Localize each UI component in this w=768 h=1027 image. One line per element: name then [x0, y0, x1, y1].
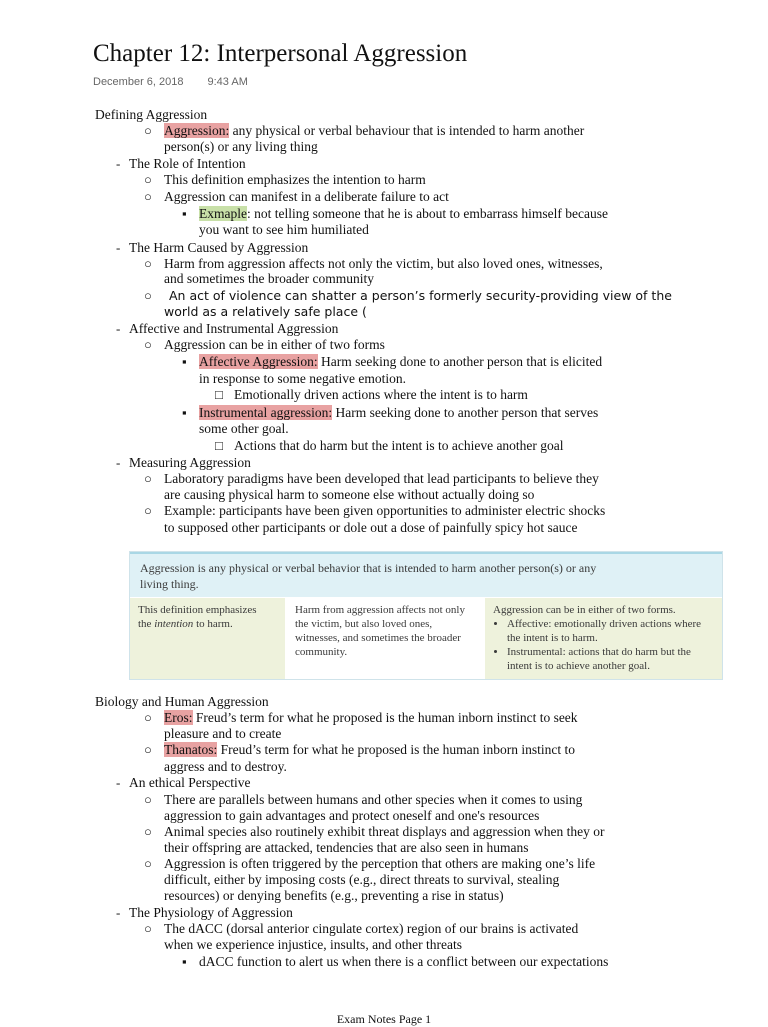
list-item: Affective Aggression: Harm seeking done to another person that is elicited	[199, 354, 603, 369]
summary-cell-harm: Harm from aggression affects not only the victim, but also loved ones, witnesses, and sometimes the broader community.	[287, 598, 483, 679]
circle-bullet: ○	[144, 189, 152, 204]
list-item: Animal species also routinely exhibit threat displays and aggression when they or	[164, 824, 605, 839]
list-item-continuation: some other goal.	[199, 421, 289, 436]
square-bullet: ▪	[182, 354, 187, 369]
list-item: Eros: Freud’s term for what he proposed is the human inborn instinct to seek	[164, 710, 578, 725]
circle-bullet: ○	[144, 123, 152, 138]
list-item-continuation: difficult, either by imposing costs (e.g., direct threats to survival, stealing	[164, 872, 560, 887]
subheading: The Physiology of Aggression	[129, 905, 293, 920]
subheading: The Role of Intention	[129, 156, 246, 171]
summary-cell-forms: Aggression can be in either of two forms. • Affective: emotionally driven actions where the intent is to harm. • Instrumental: actions that do harm but the intent is to achieve another goal.	[485, 598, 722, 679]
list-item: Aggression is often triggered by the perception that others are making one’s life	[164, 856, 596, 871]
list-item: The dACC (dorsal anterior cingulate cortex) region of our brains is activated	[164, 921, 579, 936]
list-item: This definition emphasizes the intention to harm	[164, 172, 426, 187]
list-item: Aggression: any physical or verbal behaviour that is intended to harm another	[164, 123, 585, 138]
list-item: • Affective: emotionally driven actions where the intent is to harm.	[507, 617, 714, 645]
list-item-continuation: to supposed other participants or dole out a dose of painfully spicy hot sauce	[164, 520, 578, 535]
list-item-continuation: in response to some negative emotion.	[199, 371, 406, 386]
list-item-continuation: person(s) or any living thing	[164, 139, 318, 154]
list-item: Thanatos: Freud’s term for what he proposed is the human inborn instinct to	[164, 742, 575, 757]
list-item: Exmaple: not telling someone that he is about to embarrass himself because	[199, 206, 609, 221]
list-item-continuation: their offspring are attacked, tendencies that are also seen in humans	[164, 840, 529, 855]
section-heading: Biology and Human Aggression	[95, 694, 269, 709]
list-item-continuation: are causing physical harm to someone else without actually doing so	[164, 487, 535, 502]
summary-table	[129, 551, 723, 680]
dash-bullet: -	[116, 321, 121, 336]
circle-bullet: ○	[144, 471, 152, 486]
list-item-continuation: world as a relatively safe place (	[164, 304, 367, 319]
summary-header: Aggression is any physical or verbal behavior that is intended to harm another person(s) or any living thing.	[130, 552, 722, 597]
dash-bullet: -	[116, 455, 121, 470]
highlighted-term: Thanatos:	[164, 742, 218, 757]
list-item-continuation: pleasure and to create	[164, 726, 282, 741]
highlighted-term: Exmaple	[199, 206, 247, 221]
square-bullet: ▪	[182, 405, 187, 420]
list-item: Emotionally driven actions where the intent is to harm	[234, 387, 528, 402]
page-title: Chapter 12: Interpersonal Aggression	[93, 40, 468, 67]
list-item: Harm from aggression affects not only the victim, but also loved ones, witnesses,	[164, 256, 603, 271]
list-item-continuation: aggress and to destroy.	[164, 759, 287, 774]
highlighted-term: Affective Aggression:	[199, 354, 318, 369]
circle-bullet: ○	[144, 337, 152, 352]
circle-bullet: ○	[144, 824, 152, 839]
box-bullet: □	[215, 387, 223, 402]
section-heading: Defining Aggression	[95, 107, 208, 122]
circle-bullet: ○	[144, 503, 152, 518]
box-bullet: □	[215, 438, 223, 453]
circle-bullet: ○	[144, 921, 152, 936]
list-item: An act of violence can shatter a person’s formerly security-providing view of the	[169, 288, 672, 303]
highlighted-term: Aggression:	[164, 123, 230, 138]
list-item-continuation: resources) or denying benefits (e.g., preventing a rise in status)	[164, 888, 504, 903]
dash-bullet: -	[116, 156, 121, 171]
dash-bullet: -	[116, 905, 121, 920]
dash-bullet: -	[116, 775, 121, 790]
list-item: Laboratory paradigms have been developed that lead participants to believe they	[164, 471, 599, 486]
circle-bullet: ○	[144, 856, 152, 871]
circle-bullet: ○	[144, 742, 152, 757]
summary-cell-intention: This definition emphasizes the intention to harm.	[130, 598, 285, 679]
list-item: Aggression can manifest in a deliberate failure to act	[164, 189, 449, 204]
square-bullet: ▪	[182, 954, 187, 969]
list-item: Actions that do harm but the intent is to achieve another goal	[234, 438, 564, 453]
subheading: An ethical Perspective	[129, 775, 251, 790]
list-item-continuation: when we experience injustice, insults, and other threats	[164, 937, 463, 952]
subheading: Affective and Instrumental Aggression	[129, 321, 339, 336]
list-item: There are parallels between humans and other species when it comes to using	[164, 792, 583, 807]
list-item-continuation: you want to see him humiliated	[199, 222, 369, 237]
list-item-continuation: aggression to gain advantages and protect oneself and one's resources	[164, 808, 540, 823]
list-item: Example: participants have been given opportunities to administer electric shocks	[164, 503, 606, 518]
dash-bullet: -	[116, 240, 121, 255]
list-item: Aggression can be in either of two forms	[164, 337, 385, 352]
list-item: • Instrumental: actions that do harm but the intent is to achieve another goal.	[507, 645, 714, 673]
page-timestamp	[93, 76, 248, 88]
page-footer: Exam Notes Page 1	[336, 1012, 432, 1026]
subheading: Measuring Aggression	[129, 455, 251, 470]
list-item: Instrumental aggression: Harm seeking done to another person that serves	[199, 405, 599, 420]
circle-bullet: ○	[144, 172, 152, 187]
circle-bullet: ○	[144, 710, 152, 725]
list-item-continuation: and sometimes the broader community	[164, 271, 374, 286]
page-time: 9:43 AM	[207, 76, 248, 88]
square-bullet: ▪	[182, 206, 187, 221]
highlighted-term: Instrumental aggression:	[199, 405, 333, 420]
list-item: dACC function to alert us when there is a conflict between our expectations	[199, 954, 609, 969]
circle-bullet: ○	[144, 792, 152, 807]
page-date: December 6, 2018	[93, 76, 184, 88]
highlighted-term: Eros:	[164, 710, 193, 725]
circle-bullet: ○	[144, 288, 152, 303]
subheading: The Harm Caused by Aggression	[129, 240, 309, 255]
circle-bullet: ○	[144, 256, 152, 271]
